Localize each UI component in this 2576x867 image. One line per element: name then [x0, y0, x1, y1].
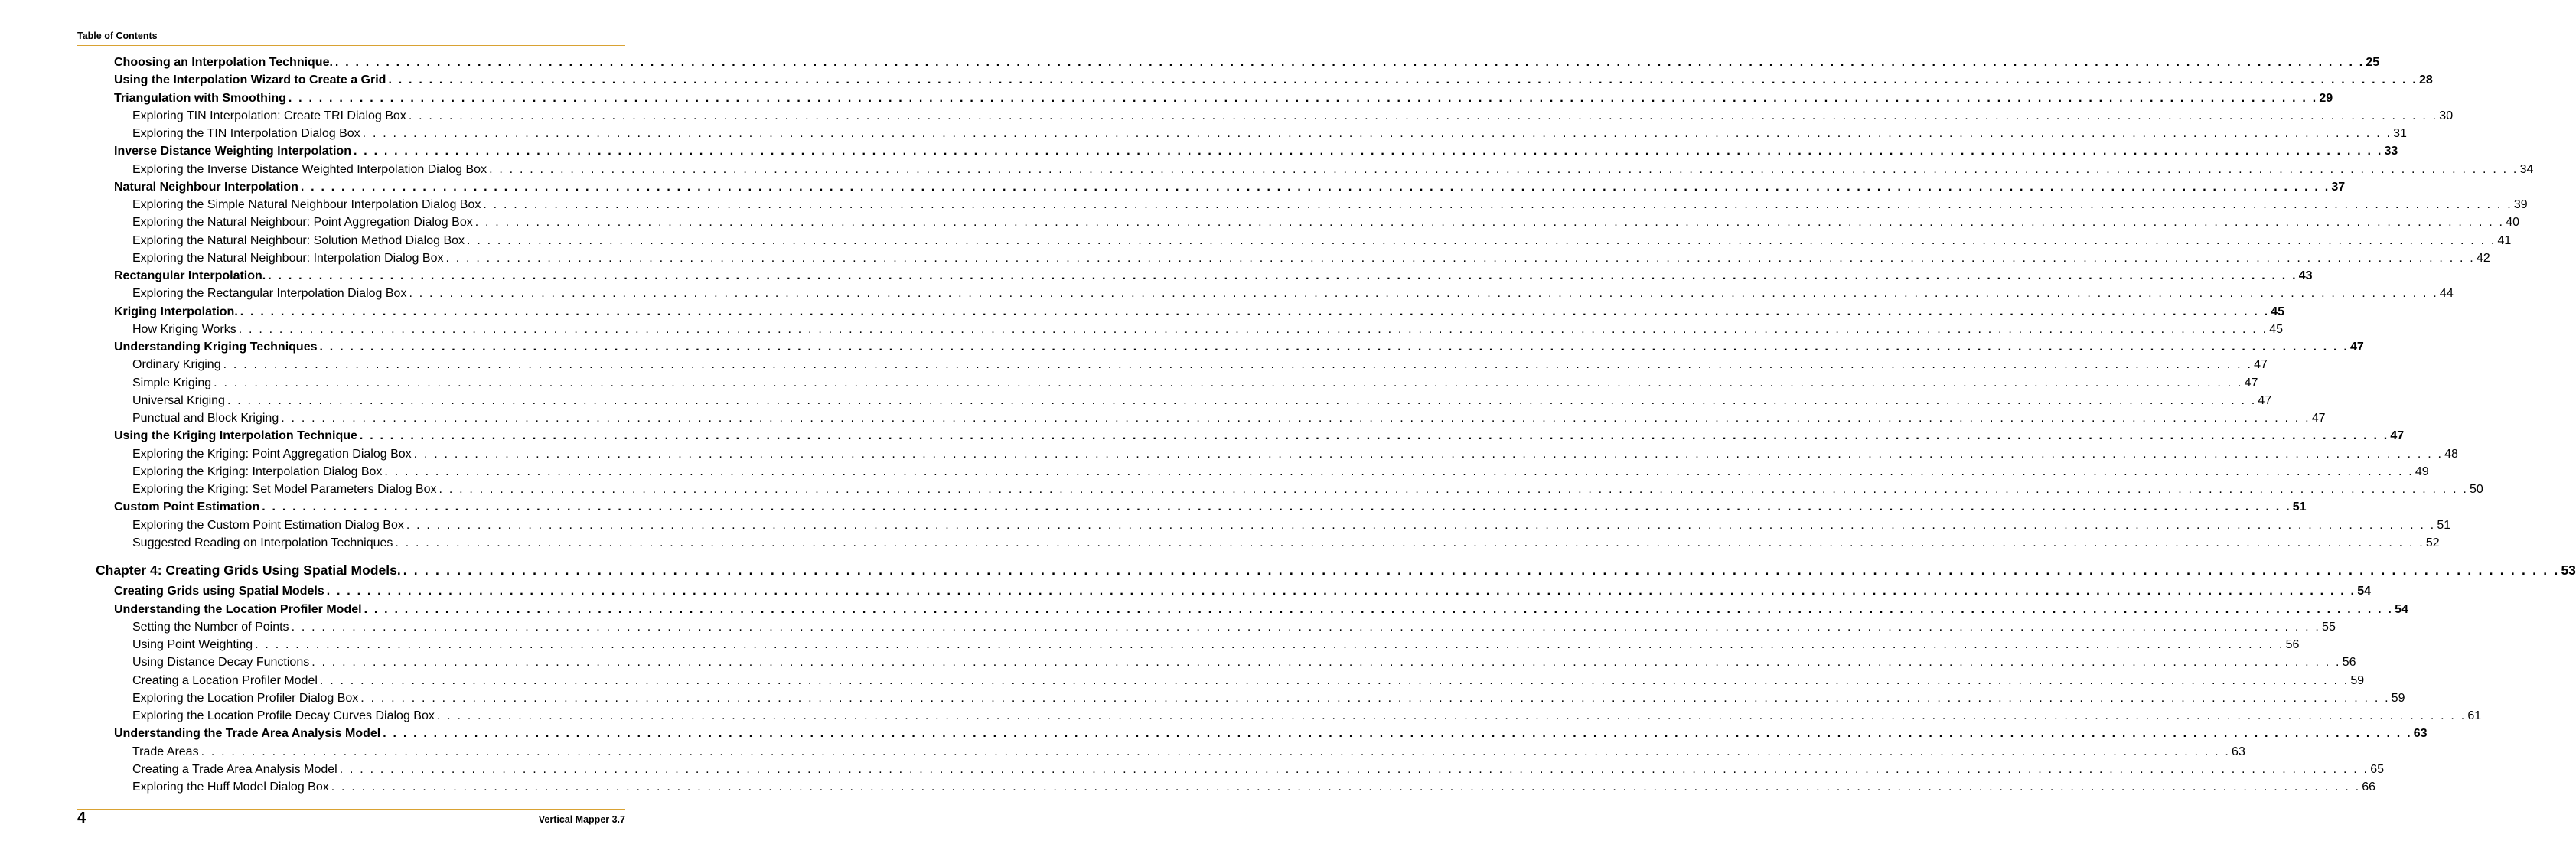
toc-entry[interactable] [132, 321, 2284, 338]
dot-leader: . . . . . . . . . . . . . . . . . . . . . . . . . . . . . . . . . . . . . . . . . . . . . . . . . . . . . . . . . . . . . . . . . . . . . . . . . . . . . . . . . . . . . . . . . . . . . . . . . . . . . . . . . . . . . . . . . . . . . . . . . . . . . . . . . . . . . . . . . . . . . . . . . . . . . . . . . . . . . . . . . . . . . . . . . . . . . . . . . . . . . . . . . . . . . . . . . . . . . . . . [339, 762, 2369, 776]
dot-leader: . . . . . . . . . . . . . . . . . . . . . . . . . . . . . . . . . . . . . . . . . . . . . . . . . . . . . . . . . . . . . . . . . . . . . . . . . . . . . . . . . . . . . . . . . . . . . . . . . . . . . . . . . . . . . . . . . . . . . . . . . . . . . . . . . . . . . . . . . . . . . . . . . . . . . . . . . . . . . . . . . . . . . . . . . . . . . . . . . . . . . . . . . . . . . . . . . . . . . . . . [403, 562, 2560, 578]
toc-entry[interactable] [132, 249, 2490, 267]
toc-entry-title: Natural Neighbour Interpolation [114, 180, 298, 194]
toc-entry-title: Exploring the Natural Neighbour: Solution Method Dialog Box [132, 233, 465, 247]
toc-entry-title: Exploring the Natural Neighbour: Point Aggregation Dialog Box [132, 216, 473, 230]
toc-entry-page: 59 [2391, 691, 2405, 705]
toc-entry[interactable] [114, 71, 2433, 89]
toc-entry-title: Universal Kriging [132, 393, 225, 407]
dot-leader: . . . . . . . . . . . . . . . . . . . . . . . . . . . . . . . . . . . . . . . . . . . . . . . . . . . . . . . . . . . . . . . . . . . . . . . . . . . . . . . . . . . . . . . . . . . . . . . . . . . . . . . . . . . . . . . . . . . . . . . . . . . . . . . . . . . . . . . . . . . . . . . . . . . . . . . . . . . . . . . . . . . . . . . . . . . . . . . . . . . . . . . . . . . . . . . . . . . . . . . . [319, 341, 2349, 354]
dot-leader: . . . . . . . . . . . . . . . . . . . . . . . . . . . . . . . . . . . . . . . . . . . . . . . . . . . . . . . . . . . . . . . . . . . . . . . . . . . . . . . . . . . . . . . . . . . . . . . . . . . . . . . . . . . . . . . . . . . . . . . . . . . . . . . . . . . . . . . . . . . . . . . . . . . . . . . . . . . . . . . . . . . . . . . . . . . . . . . . . . . . . . . . . . . . . . . . . . . . . . . . [364, 602, 2394, 616]
toc-entry-page: 54 [2357, 585, 2371, 598]
toc-entry-page: 51 [2292, 500, 2307, 514]
toc-entry-title: Trade Areas [132, 745, 199, 758]
toc-entry-title: Exploring the Kriging: Interpolation Dialog Box [132, 464, 383, 478]
toc-entry[interactable] [132, 463, 2429, 481]
toc-entry-title: Exploring the Inverse Distance Weighted Interpolation Dialog Box [132, 162, 487, 176]
dot-leader: . . . . . . . . . . . . . . . . . . . . . . . . . . . . . . . . . . . . . . . . . . . . . . . . . . . . . . . . . . . . . . . . . . . . . . . . . . . . . . . . . . . . . . . . . . . . . . . . . . . . . . . . . . . . . . . . . . . . . . . . . . . . . . . . . . . . . . . . . . . . . . . . . . . . . . . . . . . . . . . . . . . . . . . . . . . . . . . . . . . . . . . . . . . . . . . . . . . . . . . . [319, 673, 2349, 687]
toc-entry[interactable] [132, 213, 2519, 231]
toc-chapter-entry[interactable] [96, 559, 2576, 581]
dot-leader: . . . . . . . . . . . . . . . . . . . . . . . . . . . . . . . . . . . . . . . . . . . . . . . . . . . . . . . . . . . . . . . . . . . . . . . . . . . . . . . . . . . . . . . . . . . . . . . . . . . . . . . . . . . . . . . . . . . . . . . . . . . . . . . . . . . . . . . . . . . . . . . . . . . . . . . . . . . . . . . . . . . . . . . . . . . . . . . . . . . . . . . . . . . . . . . . . . . . . . . . [214, 376, 2243, 389]
toc-entry[interactable] [132, 761, 2384, 778]
toc-entry-page: 55 [2322, 620, 2336, 634]
toc-entry-page: 54 [2395, 602, 2408, 616]
toc-entry-title: Triangulation with Smoothing [114, 91, 286, 105]
toc-entry-title: Exploring the Simple Natural Neighbour Interpolation Dialog Box [132, 198, 481, 211]
toc-entry-page: 41 [2497, 233, 2512, 247]
toc-entry-title: Setting the Number of Points [132, 620, 289, 634]
toc-entry[interactable] [132, 534, 2440, 552]
toc-entry-page: 44 [2439, 287, 2454, 301]
toc-entry[interactable] [114, 601, 2408, 618]
toc-entry-page: 56 [2342, 656, 2356, 670]
toc-entry-title: Exploring TIN Interpolation: Create TRI Dialog Box [132, 109, 406, 122]
toc-entry[interactable] [132, 445, 2458, 463]
dot-leader: . . . . . . . . . . . . . . . . . . . . . . . . . . . . . . . . . . . . . . . . . . . . . . . . . . . . . . . . . . . . . . . . . . . . . . . . . . . . . . . . . . . . . . . . . . . . . . . . . . . . . . . . . . . . . . . . . . . . . . . . . . . . . . . . . . . . . . . . . . . . . . . . . . . . . . . . . . . . . . . . . . . . . . . . . . . . . . . . . . . . . . . . . . . . . . . . . . . . . . . . [388, 73, 2418, 87]
footer-rule [77, 809, 625, 810]
toc-entry-page: 45 [2271, 305, 2285, 318]
toc-entry-page: 33 [2384, 145, 2398, 158]
toc-entry-page: 47 [2349, 341, 2364, 354]
dot-leader: . . . . . . . . . . . . . . . . . . . . . . . . . . . . . . . . . . . . . . . . . . . . . . . . . . . . . . . . . . . . . . . . . . . . . . . . . . . . . . . . . . . . . . . . . . . . . . . . . . . . . . . . . . . . . . . . . . . . . . . . . . . . . . . . . . . . . . . . . . . . . . . . . . . . . . . . . . . . . . . . . . . . . . . . . . . . . . . . . . . . . . . . . . . . . . . . . . . . . . . . [331, 781, 2361, 794]
toc-entry-page: 25 [2366, 56, 2380, 69]
toc-entry-page: 66 [2362, 781, 2376, 794]
toc-entry-page: 47 [2244, 376, 2258, 389]
toc-entry-page: 51 [2437, 518, 2451, 532]
toc-entry-title: Understanding the Trade Area Analysis Model [114, 727, 381, 741]
dot-leader: . . . . . . . . . . . . . . . . . . . . . . . . . . . . . . . . . . . . . . . . . . . . . . . . . . . . . . . . . . . . . . . . . . . . . . . . . . . . . . . . . . . . . . . . . . . . . . . . . . . . . . . . . . . . . . . . . . . . . . . . . . . . . . . . . . . . . . . . . . . . . . . . . . . . . . . . . . . . . . . . . . . . . . . . . . . . . . . . . . . . . . . . . . . . . . . . . . . . . . . . [223, 358, 2253, 372]
dot-leader: . . . . . . . . . . . . . . . . . . . . . . . . . . . . . . . . . . . . . . . . . . . . . . . . . . . . . . . . . . . . . . . . . . . . . . . . . . . . . . . . . . . . . . . . . . . . . . . . . . . . . . . . . . . . . . . . . . . . . . . . . . . . . . . . . . . . . . . . . . . . . . . . . . . . . . . . . . . . . . . . . . . . . . . . . . . . . . . . . . . . . . . . . . . . . . . . . . . . . . . . [445, 251, 2475, 265]
toc-entry-title: Suggested Reading on Interpolation Techniques [132, 536, 393, 549]
toc-entry[interactable] [132, 743, 2245, 761]
toc-entry-title: Using Distance Decay Functions [132, 656, 310, 670]
toc-entry-page: 42 [2476, 251, 2490, 265]
toc-entry-title: Exploring the Huff Model Dialog Box [132, 781, 329, 794]
dot-leader: . . . . . . . . . . . . . . . . . . . . . . . . . . . . . . . . . . . . . . . . . . . . . . . . . . . . . . . . . . . . . . . . . . . . . . . . . . . . . . . . . . . . . . . . . . . . . . . . . . . . . . . . . . . . . . . . . . . . . . . . . . . . . . . . . . . . . . . . . . . . . . . . . . . . . . . . . . . . . . . . . . . . . . . . . . . . . . . . . . . . . . . . . . . . . . . . . . . . . . . . [227, 393, 2257, 407]
toc-entry-title: Using the Kriging Interpolation Technique [114, 429, 357, 443]
toc-entry-page: 39 [2513, 198, 2528, 211]
toc-entry[interactable] [132, 409, 2326, 427]
toc-entry-title: Punctual and Block Kriging [132, 412, 279, 425]
toc-entry-page: 29 [2319, 91, 2333, 105]
toc-entry[interactable] [132, 517, 2451, 534]
toc-entry[interactable] [132, 285, 2454, 302]
toc-entry-title: Simple Kriging [132, 376, 212, 389]
toc-entry-title: Exploring the Kriging: Set Model Parameters Dialog Box [132, 483, 437, 496]
toc-entry-title: Exploring the Kriging: Point Aggregation Dialog Box [132, 447, 412, 461]
toc-entry[interactable] [132, 161, 2534, 178]
dot-leader: . . . . . . . . . . . . . . . . . . . . . . . . . . . . . . . . . . . . . . . . . . . . . . . . . . . . . . . . . . . . . . . . . . . . . . . . . . . . . . . . . . . . . . . . . . . . . . . . . . . . . . . . . . . . . . . . . . . . . . . . . . . . . . . . . . . . . . . . . . . . . . . . . . . . . . . . . . . . . . . . . . . . . . . . . . . . . . . . . . . . . . . . . . . . . . . . . . . . . . . . [474, 216, 2505, 230]
dot-leader: . . . . . . . . . . . . . . . . . . . . . . . . . . . . . . . . . . . . . . . . . . . . . . . . . . . . . . . . . . . . . . . . . . . . . . . . . . . . . . . . . . . . . . . . . . . . . . . . . . . . . . . . . . . . . . . . . . . . . . . . . . . . . . . . . . . . . . . . . . . . . . . . . . . . . . . . . . . . . . . . . . . . . . . . . . . . . . . . . . . . . . . . . . . . . . . . . . . . . . . . [413, 447, 2444, 461]
toc-entry-page: 50 [2470, 483, 2483, 496]
toc-entry[interactable] [114, 90, 2333, 107]
toc-entry[interactable] [132, 654, 2356, 671]
toc-entry[interactable] [114, 725, 2428, 742]
toc-entry[interactable] [114, 427, 2405, 445]
toc-entry-title: Exploring the Custom Point Estimation Dialog Box [132, 518, 404, 532]
toc-entry-page: 43 [2298, 269, 2313, 282]
dot-leader: . . . . . . . . . . . . . . . . . . . . . . . . . . . . . . . . . . . . . . . . . . . . . . . . . . . . . . . . . . . . . . . . . . . . . . . . . . . . . . . . . . . . . . . . . . . . . . . . . . . . . . . . . . . . . . . . . . . . . . . . . . . . . . . . . . . . . . . . . . . . . . . . . . . . . . . . . . . . . . . . . . . . . . . . . . . . . . . . . . . . . . . . . . . . . . . . . . . . . . . . [334, 56, 2365, 69]
toc-entry-page: 59 [2350, 673, 2365, 687]
dot-leader: . . . . . . . . . . . . . . . . . . . . . . . . . . . . . . . . . . . . . . . . . . . . . . . . . . . . . . . . . . . . . . . . . . . . . . . . . . . . . . . . . . . . . . . . . . . . . . . . . . . . . . . . . . . . . . . . . . . . . . . . . . . . . . . . . . . . . . . . . . . . . . . . . . . . . . . . . . . . . . . . . . . . . . . . . . . . . . . . . . . . . . . . . . . . . . . . . . . . . . . . [300, 180, 2330, 194]
toc-entry-title: Choosing an Interpolation Technique. [114, 56, 333, 69]
toc-entry-title: Chapter 4: Creating Grids Using Spatial Models. [96, 562, 401, 578]
toc-entry[interactable] [132, 107, 2454, 125]
toc-entry[interactable] [114, 178, 2346, 196]
toc-entry-page: 63 [2232, 745, 2245, 758]
dot-leader: . . . . . . . . . . . . . . . . . . . . . . . . . . . . . . . . . . . . . . . . . . . . . . . . . . . . . . . . . . . . . . . . . . . . . . . . . . . . . . . . . . . . . . . . . . . . . . . . . . . . . . . . . . . . . . . . . . . . . . . . . . . . . . . . . . . . . . . . . . . . . . . . . . . . . . . . . . . . . . . . . . . . . . . . . . . . . . . . . . . . . . . . . . . . . . . . . . . . . . . . [255, 638, 2284, 651]
toc-entry[interactable] [132, 707, 2482, 725]
dot-leader: . . . . . . . . . . . . . . . . . . . . . . . . . . . . . . . . . . . . . . . . . . . . . . . . . . . . . . . . . . . . . . . . . . . . . . . . . . . . . . . . . . . . . . . . . . . . . . . . . . . . . . . . . . . . . . . . . . . . . . . . . . . . . . . . . . . . . . . . . . . . . . . . . . . . . . . . . . . . . . . . . . . . . . . . . . . . . . . . . . . . . . . . . . . . . . . . . . . . . . . . [395, 536, 2424, 549]
dot-leader: . . . . . . . . . . . . . . . . . . . . . . . . . . . . . . . . . . . . . . . . . . . . . . . . . . . . . . . . . . . . . . . . . . . . . . . . . . . . . . . . . . . . . . . . . . . . . . . . . . . . . . . . . . . . . . . . . . . . . . . . . . . . . . . . . . . . . . . . . . . . . . . . . . . . . . . . . . . . . . . . . . . . . . . . . . . . . . . . . . . . . . . . . . . . . . . . . . . . . . . . [353, 145, 2383, 158]
toc-entry-title: Exploring the Location Profiler Dialog Box [132, 691, 359, 705]
toc-entry-page: 47 [2311, 412, 2326, 425]
toc-entry-title: Custom Point Estimation [114, 500, 260, 514]
dot-leader: . . . . . . . . . . . . . . . . . . . . . . . . . . . . . . . . . . . . . . . . . . . . . . . . . . . . . . . . . . . . . . . . . . . . . . . . . . . . . . . . . . . . . . . . . . . . . . . . . . . . . . . . . . . . . . . . . . . . . . . . . . . . . . . . . . . . . . . . . . . . . . . . . . . . . . . . . . . . . . . . . . . . . . . . . . . . . . . . . . . . . . . . . . . . . . . . . . . . . . . . [238, 322, 2268, 336]
toc-entry-title: How Kriging Works [132, 322, 236, 336]
toc-entry-page: 30 [2439, 109, 2454, 122]
toc-entry[interactable] [132, 374, 2258, 392]
dot-leader: . . . . . . . . . . . . . . . . . . . . . . . . . . . . . . . . . . . . . . . . . . . . . . . . . . . . . . . . . . . . . . . . . . . . . . . . . . . . . . . . . . . . . . . . . . . . . . . . . . . . . . . . . . . . . . . . . . . . . . . . . . . . . . . . . . . . . . . . . . . . . . . . . . . . . . . . . . . . . . . . . . . . . . . . . . . . . . . . . . . . . . . . . . . . . . . . . . . . . . . . [311, 656, 2341, 670]
running-header-title: Table of Contents [77, 31, 158, 41]
dot-leader: . . . . . . . . . . . . . . . . . . . . . . . . . . . . . . . . . . . . . . . . . . . . . . . . . . . . . . . . . . . . . . . . . . . . . . . . . . . . . . . . . . . . . . . . . . . . . . . . . . . . . . . . . . . . . . . . . . . . . . . . . . . . . . . . . . . . . . . . . . . . . . . . . . . . . . . . . . . . . . . . . . . . . . . . . . . . . . . . . . . . . . . . . . . . . . . . . . . . . . . . [268, 269, 2297, 282]
toc-entry[interactable] [114, 338, 2364, 356]
dot-leader: . . . . . . . . . . . . . . . . . . . . . . . . . . . . . . . . . . . . . . . . . . . . . . . . . . . . . . . . . . . . . . . . . . . . . . . . . . . . . . . . . . . . . . . . . . . . . . . . . . . . . . . . . . . . . . . . . . . . . . . . . . . . . . . . . . . . . . . . . . . . . . . . . . . . . . . . . . . . . . . . . . . . . . . . . . . . . . . . . . . . . . . . . . . . . . . . . . . . . . . . [326, 585, 2356, 598]
toc-entry-page: 47 [2254, 358, 2268, 372]
toc-entry[interactable] [114, 303, 2285, 321]
toc-entry-title: Using the Interpolation Wizard to Create a Grid [114, 73, 386, 87]
toc-entry-title: Exploring the Natural Neighbour: Interpolation Dialog Box [132, 251, 444, 265]
toc-entry-title: Creating Grids using Spatial Models [114, 585, 324, 598]
dot-leader: . . . . . . . . . . . . . . . . . . . . . . . . . . . . . . . . . . . . . . . . . . . . . . . . . . . . . . . . . . . . . . . . . . . . . . . . . . . . . . . . . . . . . . . . . . . . . . . . . . . . . . . . . . . . . . . . . . . . . . . . . . . . . . . . . . . . . . . . . . . . . . . . . . . . . . . . . . . . . . . . . . . . . . . . . . . . . . . . . . . . . . . . . . . . . . . . . . . . . . . . [288, 91, 2318, 105]
dot-leader: . . . . . . . . . . . . . . . . . . . . . . . . . . . . . . . . . . . . . . . . . . . . . . . . . . . . . . . . . . . . . . . . . . . . . . . . . . . . . . . . . . . . . . . . . . . . . . . . . . . . . . . . . . . . . . . . . . . . . . . . . . . . . . . . . . . . . . . . . . . . . . . . . . . . . . . . . . . . . . . . . . . . . . . . . . . . . . . . . . . . . . . . . . . . . . . . . . . . . . . . [409, 287, 2438, 301]
dot-leader: . . . . . . . . . . . . . . . . . . . . . . . . . . . . . . . . . . . . . . . . . . . . . . . . . . . . . . . . . . . . . . . . . . . . . . . . . . . . . . . . . . . . . . . . . . . . . . . . . . . . . . . . . . . . . . . . . . . . . . . . . . . . . . . . . . . . . . . . . . . . . . . . . . . . . . . . . . . . . . . . . . . . . . . . . . . . . . . . . . . . . . . . . . . . . . . . . . . . . . . . [384, 464, 2414, 478]
toc-entry[interactable] [114, 582, 2371, 600]
toc-entry[interactable] [114, 54, 2380, 71]
toc-entry-title: Understanding Kriging Techniques [114, 341, 318, 354]
toc-entry[interactable] [132, 778, 2376, 796]
toc-entry-page: 37 [2331, 180, 2346, 194]
dot-leader: . . . . . . . . . . . . . . . . . . . . . . . . . . . . . . . . . . . . . . . . . . . . . . . . . . . . . . . . . . . . . . . . . . . . . . . . . . . . . . . . . . . . . . . . . . . . . . . . . . . . . . . . . . . . . . . . . . . . . . . . . . . . . . . . . . . . . . . . . . . . . . . . . . . . . . . . . . . . . . . . . . . . . . . . . . . . . . . . . . . . . . . . . . . . . . . . . . . . . . . . [262, 500, 2291, 514]
header-rule [77, 45, 625, 46]
toc-entry-page: 65 [2370, 762, 2384, 776]
dot-leader: . . . . . . . . . . . . . . . . . . . . . . . . . . . . . . . . . . . . . . . . . . . . . . . . . . . . . . . . . . . . . . . . . . . . . . . . . . . . . . . . . . . . . . . . . . . . . . . . . . . . . . . . . . . . . . . . . . . . . . . . . . . . . . . . . . . . . . . . . . . . . . . . . . . . . . . . . . . . . . . . . . . . . . . . . . . . . . . . . . . . . . . . . . . . . . . . . . . . . . . . [439, 483, 2469, 496]
toc-entry-page: 52 [2425, 536, 2440, 549]
toc-entry-title: Ordinary Kriging [132, 358, 221, 372]
toc-entry[interactable] [132, 481, 2483, 498]
toc-entry-page: 45 [2269, 322, 2284, 336]
toc-entry[interactable] [132, 689, 2405, 707]
dot-leader: . . . . . . . . . . . . . . . . . . . . . . . . . . . . . . . . . . . . . . . . . . . . . . . . . . . . . . . . . . . . . . . . . . . . . . . . . . . . . . . . . . . . . . . . . . . . . . . . . . . . . . . . . . . . . . . . . . . . . . . . . . . . . . . . . . . . . . . . . . . . . . . . . . . . . . . . . . . . . . . . . . . . . . . . . . . . . . . . . . . . . . . . . . . . . . . . . . . . . . . . [359, 429, 2389, 443]
toc-entry-page: 47 [2258, 393, 2272, 407]
toc-entry[interactable] [132, 125, 2407, 142]
toc-entry[interactable] [114, 142, 2398, 160]
toc-entry-page: 47 [2390, 429, 2405, 443]
toc-entry-page: 34 [2519, 162, 2534, 176]
dot-leader: . . . . . . . . . . . . . . . . . . . . . . . . . . . . . . . . . . . . . . . . . . . . . . . . . . . . . . . . . . . . . . . . . . . . . . . . . . . . . . . . . . . . . . . . . . . . . . . . . . . . . . . . . . . . . . . . . . . . . . . . . . . . . . . . . . . . . . . . . . . . . . . . . . . . . . . . . . . . . . . . . . . . . . . . . . . . . . . . . . . . . . . . . . . . . . . . . . . . . . . . [360, 691, 2390, 705]
toc-entry-page: 28 [2418, 73, 2433, 87]
toc-entry[interactable] [132, 636, 2300, 654]
toc-entry-page: 48 [2444, 447, 2458, 461]
toc-entry-title: Rectangular Interpolation. [114, 269, 266, 282]
toc-entry-title: Using Point Weighting [132, 638, 253, 651]
toc-entry-page: 63 [2413, 727, 2428, 741]
dot-leader: . . . . . . . . . . . . . . . . . . . . . . . . . . . . . . . . . . . . . . . . . . . . . . . . . . . . . . . . . . . . . . . . . . . . . . . . . . . . . . . . . . . . . . . . . . . . . . . . . . . . . . . . . . . . . . . . . . . . . . . . . . . . . . . . . . . . . . . . . . . . . . . . . . . . . . . . . . . . . . . . . . . . . . . . . . . . . . . . . . . . . . . . . . . . . . . . . . . . . . . . [281, 412, 2310, 425]
dot-leader: . . . . . . . . . . . . . . . . . . . . . . . . . . . . . . . . . . . . . . . . . . . . . . . . . . . . . . . . . . . . . . . . . . . . . . . . . . . . . . . . . . . . . . . . . . . . . . . . . . . . . . . . . . . . . . . . . . . . . . . . . . . . . . . . . . . . . . . . . . . . . . . . . . . . . . . . . . . . . . . . . . . . . . . . . . . . . . . . . . . . . . . . . . . . . . . . . . . . . . . . [201, 745, 2231, 758]
toc-entry-title: Exploring the Rectangular Interpolation Dialog Box [132, 287, 407, 301]
dot-leader: . . . . . . . . . . . . . . . . . . . . . . . . . . . . . . . . . . . . . . . . . . . . . . . . . . . . . . . . . . . . . . . . . . . . . . . . . . . . . . . . . . . . . . . . . . . . . . . . . . . . . . . . . . . . . . . . . . . . . . . . . . . . . . . . . . . . . . . . . . . . . . . . . . . . . . . . . . . . . . . . . . . . . . . . . . . . . . . . . . . . . . . . . . . . . . . . . . . . . . . . [291, 620, 2321, 634]
toc-entry-page: 31 [2393, 127, 2407, 140]
toc-entry-page: 53 [2561, 562, 2576, 578]
toc-entry[interactable] [132, 392, 2272, 409]
toc-entry-title: Exploring the TIN Interpolation Dialog Box [132, 127, 360, 140]
toc-entry[interactable] [132, 196, 2528, 213]
toc-entry-title: Creating a Location Profiler Model [132, 673, 318, 687]
dot-leader: . . . . . . . . . . . . . . . . . . . . . . . . . . . . . . . . . . . . . . . . . . . . . . . . . . . . . . . . . . . . . . . . . . . . . . . . . . . . . . . . . . . . . . . . . . . . . . . . . . . . . . . . . . . . . . . . . . . . . . . . . . . . . . . . . . . . . . . . . . . . . . . . . . . . . . . . . . . . . . . . . . . . . . . . . . . . . . . . . . . . . . . . . . . . . . . . . . . . . . . . [408, 109, 2438, 122]
dot-leader: . . . . . . . . . . . . . . . . . . . . . . . . . . . . . . . . . . . . . . . . . . . . . . . . . . . . . . . . . . . . . . . . . . . . . . . . . . . . . . . . . . . . . . . . . . . . . . . . . . . . . . . . . . . . . . . . . . . . . . . . . . . . . . . . . . . . . . . . . . . . . . . . . . . . . . . . . . . . . . . . . . . . . . . . . . . . . . . . . . . . . . . . . . . . . . . . . . . . . . . . [240, 305, 2270, 318]
dot-leader: . . . . . . . . . . . . . . . . . . . . . . . . . . . . . . . . . . . . . . . . . . . . . . . . . . . . . . . . . . . . . . . . . . . . . . . . . . . . . . . . . . . . . . . . . . . . . . . . . . . . . . . . . . . . . . . . . . . . . . . . . . . . . . . . . . . . . . . . . . . . . . . . . . . . . . . . . . . . . . . . . . . . . . . . . . . . . . . . . . . . . . . . . . . . . . . . . . . . . . . . [483, 198, 2512, 211]
footer-page-number: 4 [77, 810, 86, 826]
toc-entry-title: Inverse Distance Weighting Interpolation [114, 145, 351, 158]
toc-entry[interactable] [132, 618, 2336, 636]
toc-entry[interactable] [114, 498, 2307, 516]
toc-entry-page: 56 [2285, 638, 2300, 651]
dot-leader: . . . . . . . . . . . . . . . . . . . . . . . . . . . . . . . . . . . . . . . . . . . . . . . . . . . . . . . . . . . . . . . . . . . . . . . . . . . . . . . . . . . . . . . . . . . . . . . . . . . . . . . . . . . . . . . . . . . . . . . . . . . . . . . . . . . . . . . . . . . . . . . . . . . . . . . . . . . . . . . . . . . . . . . . . . . . . . . . . . . . . . . . . . . . . . . . . . . . . . . . [436, 709, 2467, 722]
toc-entry[interactable] [114, 267, 2313, 285]
dot-leader: . . . . . . . . . . . . . . . . . . . . . . . . . . . . . . . . . . . . . . . . . . . . . . . . . . . . . . . . . . . . . . . . . . . . . . . . . . . . . . . . . . . . . . . . . . . . . . . . . . . . . . . . . . . . . . . . . . . . . . . . . . . . . . . . . . . . . . . . . . . . . . . . . . . . . . . . . . . . . . . . . . . . . . . . . . . . . . . . . . . . . . . . . . . . . . . . . . . . . . . . [467, 233, 2496, 247]
toc-entry-page: 61 [2467, 709, 2482, 722]
dot-leader: . . . . . . . . . . . . . . . . . . . . . . . . . . . . . . . . . . . . . . . . . . . . . . . . . . . . . . . . . . . . . . . . . . . . . . . . . . . . . . . . . . . . . . . . . . . . . . . . . . . . . . . . . . . . . . . . . . . . . . . . . . . . . . . . . . . . . . . . . . . . . . . . . . . . . . . . . . . . . . . . . . . . . . . . . . . . . . . . . . . . . . . . . . . . . . . . . . . . . . . . [489, 162, 2519, 176]
toc-entry-title: Exploring the Location Profile Decay Curves Dialog Box [132, 709, 435, 722]
dot-leader: . . . . . . . . . . . . . . . . . . . . . . . . . . . . . . . . . . . . . . . . . . . . . . . . . . . . . . . . . . . . . . . . . . . . . . . . . . . . . . . . . . . . . . . . . . . . . . . . . . . . . . . . . . . . . . . . . . . . . . . . . . . . . . . . . . . . . . . . . . . . . . . . . . . . . . . . . . . . . . . . . . . . . . . . . . . . . . . . . . . . . . . . . . . . . . . . . . . . . . . . [406, 518, 2436, 532]
toc-entry[interactable] [132, 232, 2512, 249]
dot-leader: . . . . . . . . . . . . . . . . . . . . . . . . . . . . . . . . . . . . . . . . . . . . . . . . . . . . . . . . . . . . . . . . . . . . . . . . . . . . . . . . . . . . . . . . . . . . . . . . . . . . . . . . . . . . . . . . . . . . . . . . . . . . . . . . . . . . . . . . . . . . . . . . . . . . . . . . . . . . . . . . . . . . . . . . . . . . . . . . . . . . . . . . . . . . . . . . . . . . . . . . [362, 127, 2392, 140]
toc-entry-page: 49 [2415, 464, 2429, 478]
toc-entry[interactable] [132, 672, 2365, 689]
toc-entry-title: Kriging Interpolation. [114, 305, 238, 318]
footer-product-name: Vertical Mapper 3.7 [538, 814, 625, 825]
toc-entry-title: Understanding the Location Profiler Model [114, 602, 362, 616]
dot-leader: . . . . . . . . . . . . . . . . . . . . . . . . . . . . . . . . . . . . . . . . . . . . . . . . . . . . . . . . . . . . . . . . . . . . . . . . . . . . . . . . . . . . . . . . . . . . . . . . . . . . . . . . . . . . . . . . . . . . . . . . . . . . . . . . . . . . . . . . . . . . . . . . . . . . . . . . . . . . . . . . . . . . . . . . . . . . . . . . . . . . . . . . . . . . . . . . . . . . . . . . [383, 727, 2412, 741]
toc-entry-title: Creating a Trade Area Analysis Model [132, 762, 337, 776]
toc-entry[interactable] [132, 356, 2268, 373]
toc-entry-page: 40 [2506, 216, 2519, 230]
